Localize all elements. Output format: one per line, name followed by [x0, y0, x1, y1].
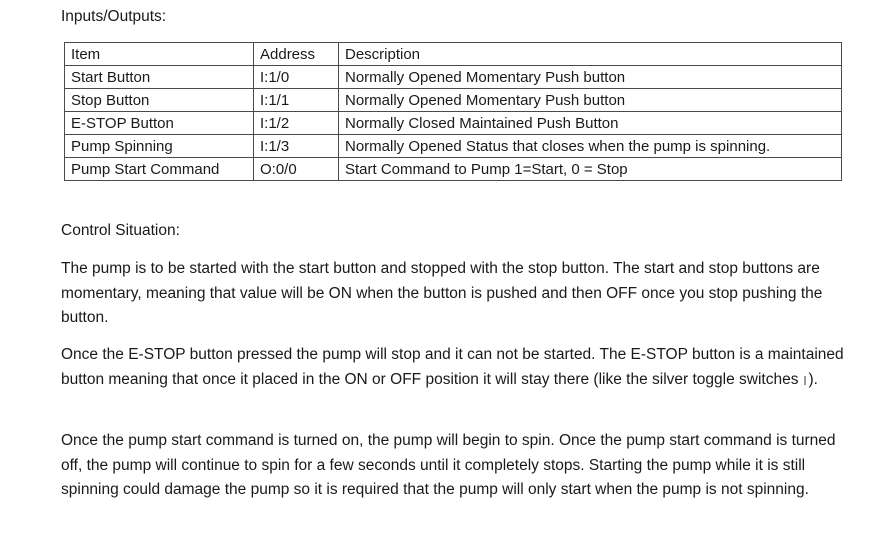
cell-item: Start Button	[65, 66, 254, 89]
paragraph-pump-spin: Once the pump start command is turned on, the pump will begin to spin. Once the pump start command is turned off, the pump will continue to spin for a few seconds until it completely stops. Starting the pump while it is still spinning could damage the pump so it is required that the pump will only start when the pump is not spinning.	[61, 432, 836, 498]
cell-item: Pump Spinning	[65, 135, 254, 158]
table-row	[65, 66, 842, 89]
cell-description: Normally Opened Status that closes when the pump is spinning.	[339, 135, 842, 158]
cell-item: Stop Button	[65, 89, 254, 112]
cell-description: Normally Opened Momentary Push button	[339, 66, 842, 89]
table-row	[65, 112, 842, 135]
table-row	[65, 158, 842, 181]
paragraph-estop-text: Once the E-STOP button pressed the pump will stop and it can not be started. The E-STOP button is a maintained button meaning that once it placed in the ON or OFF position it will stay there (like the silver toggle switches	[61, 346, 844, 388]
cell-address: I:1/2	[254, 112, 339, 135]
paragraph-start-stop: The pump is to be started with the start button and stopped with the stop button. The start and stop buttons are momentary, meaning that value will be ON when the button is pushed and then OFF once you stop pushing the button.	[61, 260, 823, 326]
table-header-row	[65, 43, 842, 66]
paragraph-estop-end: ).	[808, 370, 818, 388]
paragraph-estop	[61, 343, 851, 392]
header-item: Item	[65, 43, 254, 66]
cell-description: Normally Opened Momentary Push button	[339, 89, 842, 112]
control-situation-heading: Control Situation:	[61, 222, 180, 239]
cell-description: Start Command to Pump 1=Start, 0 = Stop	[339, 158, 842, 181]
header-address: Address	[254, 43, 339, 66]
cell-item: Pump Start Command	[65, 158, 254, 181]
table-row	[65, 89, 842, 112]
cell-address: I:1/3	[254, 135, 339, 158]
header-description: Description	[339, 43, 842, 66]
io-table	[64, 42, 842, 181]
cell-item: E-STOP Button	[65, 112, 254, 135]
toggle-switch-icon	[804, 376, 806, 385]
cell-address: I:1/1	[254, 89, 339, 112]
cell-address: I:1/0	[254, 66, 339, 89]
table-row	[65, 135, 842, 158]
cell-address: O:0/0	[254, 158, 339, 181]
io-heading: Inputs/Outputs:	[61, 8, 167, 25]
cell-description: Normally Closed Maintained Push Button	[339, 112, 842, 135]
